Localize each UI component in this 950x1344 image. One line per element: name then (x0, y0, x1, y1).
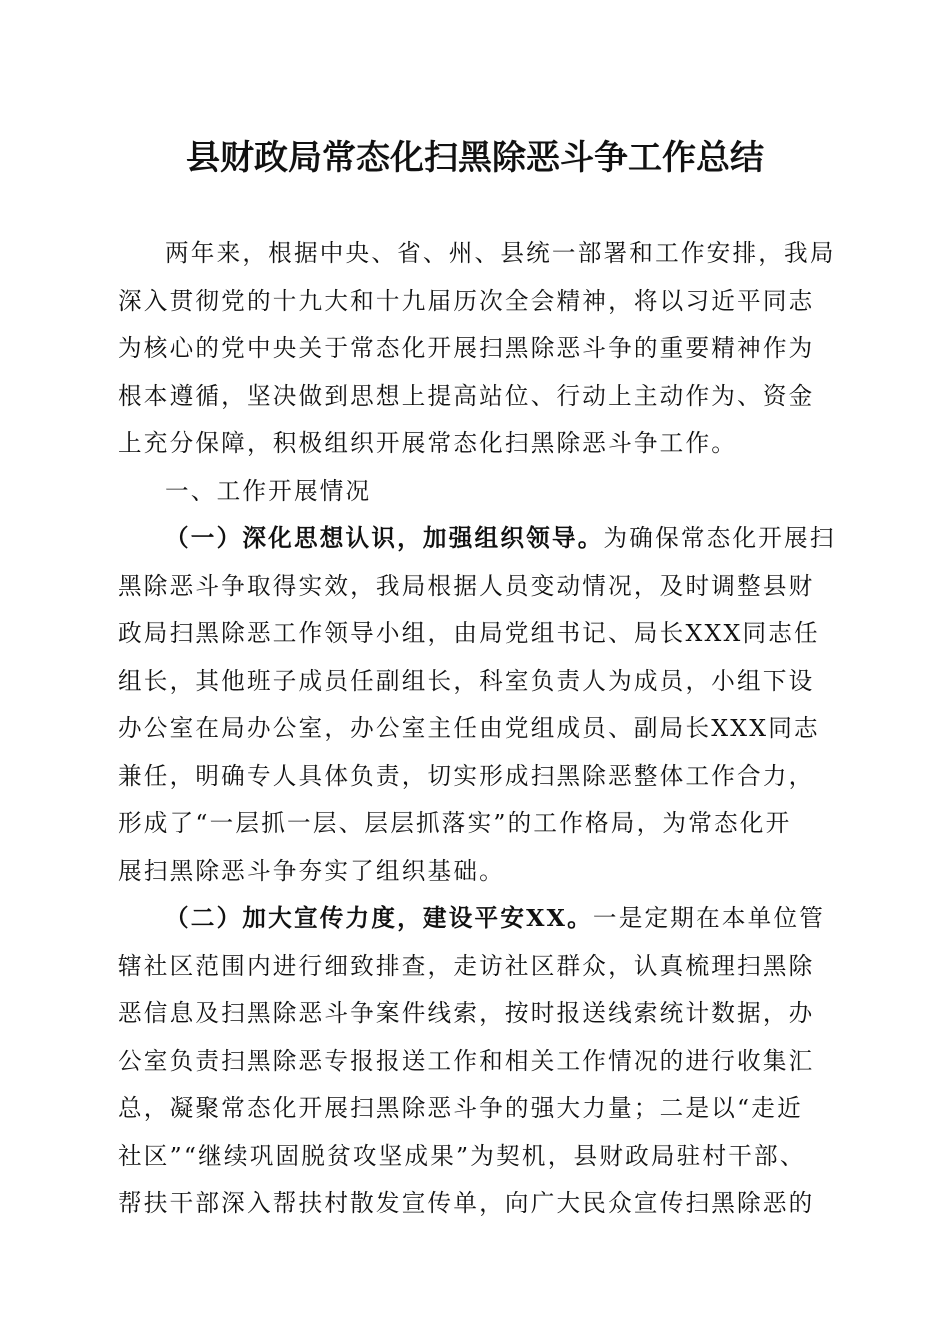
subsection-paragraph-2 (118, 895, 830, 1228)
subsection-lead: （二）加大宣传力度，建设平安XX。 (165, 904, 593, 932)
intro-paragraph (118, 230, 836, 468)
document-title: 县财政局常态化扫黑除恶斗争工作总结 (186, 138, 764, 178)
text-line: 帮扶干部深入帮扶村散发宣传单，向广大民众宣传扫黑除恶的 (118, 1189, 815, 1217)
text-line: 两年来，根据中央、省、州、县统一部署和工作安排，我局 (165, 239, 836, 267)
document-body (118, 230, 836, 1228)
text-line: 辖社区范围内进行细致排查，走访社区群众，认真梳理扫黑除 (118, 951, 815, 980)
text-line: 深入贯彻党的十九大和十九届历次全会精神，将以习近平同志 (118, 286, 815, 315)
text-line: 公室负责扫黑除恶专报报送工作和相关工作情况的进行收集汇 (118, 1046, 815, 1075)
text-line: 兼任，明确专人具体负责，切实形成扫黑除恶整体工作合力， (118, 761, 815, 790)
text-line: 上充分保障，积极组织开展常态化扫黑除恶斗争工作。 (118, 429, 738, 457)
text-line: 黑除恶斗争取得实效，我局根据人员变动情况，及时调整县财 (118, 571, 815, 600)
text-line: 政局扫黑除恶工作领导小组，由局党组书记、局长XXX同志任 (118, 619, 820, 647)
text-line: 展扫黑除恶斗争夯实了组织基础。 (118, 856, 505, 885)
text-line: 形成了“一层抓一层、层层抓落实”的工作格局，为常态化开 (118, 809, 792, 837)
text-line: 根本遵循，坚决做到思想上提高站位、行动上主动作为、资金 (118, 381, 815, 410)
text-line: 社区”“继续巩固脱贫攻坚成果”为契机，县财政局驻村干部、 (118, 1141, 806, 1170)
text-run: 一是定期在本单位管 (592, 904, 826, 932)
text-run: 为确保常态化开展扫 (603, 524, 836, 552)
text-line: 办公室在局办公室，办公室主任由党组成员、副局长XXX同志 (118, 714, 820, 742)
subsection-lead: （一）深化思想认识，加强组织领导。 (165, 524, 604, 552)
text-line (118, 895, 830, 943)
text-line: 为核心的党中央关于常态化开展扫黑除恶斗争的重要精神作为 (118, 334, 815, 362)
text-line: 组长，其他班子成员任副组长，科室负责人为成员，小组下设 (118, 666, 815, 695)
text-line: 总，凝聚常态化开展扫黑除恶斗争的强大力量；二是以“走近 (118, 1094, 803, 1122)
text-line: 恶信息及扫黑除恶斗争案件线索，按时报送线索统计数据，办 (118, 999, 815, 1027)
text-line (118, 515, 836, 563)
subsection-paragraph-1 (118, 515, 836, 895)
section-heading: 一、工作开展情况 (165, 476, 372, 505)
